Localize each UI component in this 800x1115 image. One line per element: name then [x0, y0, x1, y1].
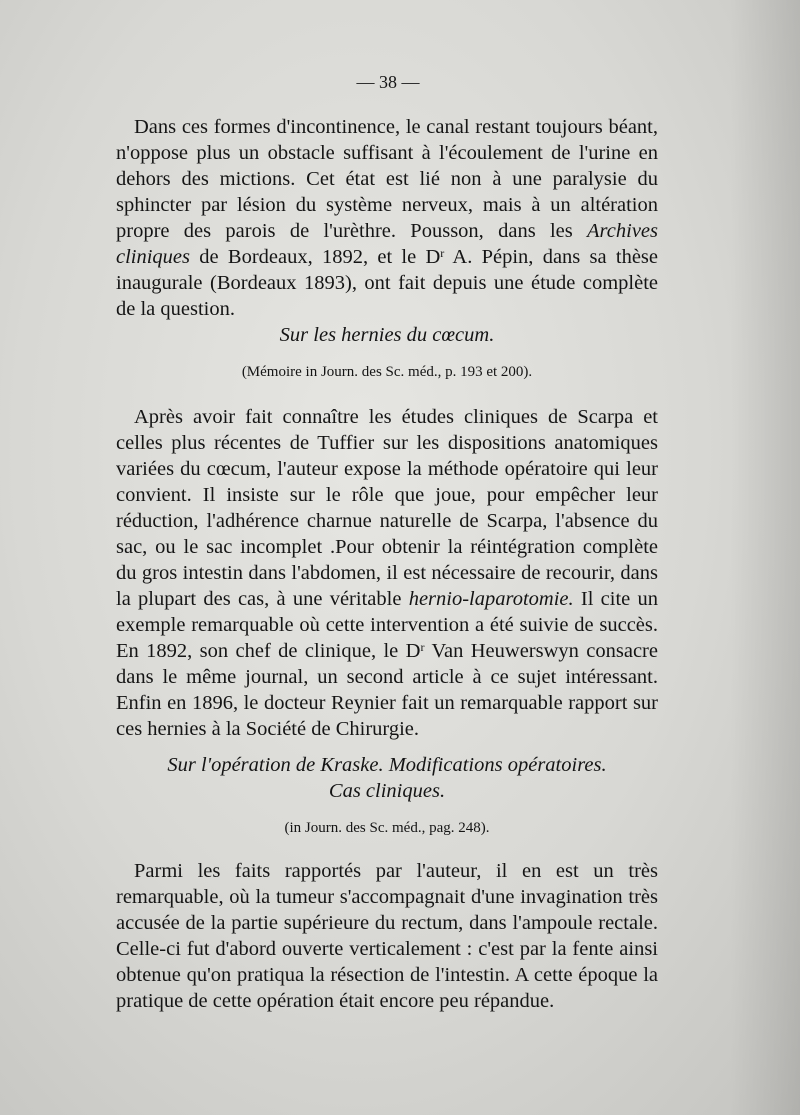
paragraph-text: Il cite un exemple remarquable où cette intervention a été suivie de succès. En 1892, son chef de clinique, le D — [116, 588, 659, 662]
paragraph-text: de Bordeaux, 1892, et le D — [199, 246, 441, 268]
section-reference: (in Journ. des Sc. méd., pag. 248). — [284, 820, 490, 836]
paragraph-text: Parmi les faits rapportés par l'auteur, il en est un très remarquable, où la tumeur s'accompagnait d'une invagination très accusée de la partie supérieure du rectum, dans l'ampoule rectale. Celle-ci fut d'abord ouverte verticalement : c'est par la fente ainsi obtenue qu'on pratiqua la résection de l'intestin. A cette époque la pratique de cette opération était encore peu répandue. — [116, 860, 658, 1012]
paragraph-text: Dans ces formes d'incontinence, le canal restant toujours béant, n'oppose plus un obstacle suffisant à l'écoulement de l'urine en dehors des mictions. Cet état est lié non à une paralysie du sphincter par lésion du système nerveux, mais à un altération propre des parois de l'urèthre. Pousson, dans les — [116, 116, 658, 242]
superscript: r — [420, 640, 425, 654]
page-number: — 38 — — [356, 72, 420, 92]
paragraph-text: Après avoir fait connaître les études cliniques de Scarpa et celles plus récentes de Tuffier sur les dispositions anatomiques variées du cœcum, l'auteur expose la méthode opératoire qui leur convient. Il insiste sur le rôle que joue, pour empêcher leur réduction, l'adhérence charnue naturelle de Scarpa, l'absence du sac, ou le sac incomplet .Pour obtenir la réintégration complète du gros intestin dans l'abdomen, il est nécessaire de recourir, dans la plupart des cas, à une véritable — [116, 406, 658, 610]
page-edge-shadow — [730, 0, 800, 1115]
paragraph-incontinence — [116, 114, 658, 322]
italic-title: Archives cliniques — [116, 220, 658, 268]
paragraph-text: Van Heuwerswyn consacre dans le même journal, un second article à ce sujet intéressant. Enfin en 1896, le docteur Reynier fait un remarquable rapport sur ces hernies à la Société de Chirurgie. — [116, 640, 658, 740]
section-heading-kraske — [116, 752, 658, 804]
heading-line: Sur l'opération de Kraske. Modifications opératoires. — [167, 754, 607, 776]
italic-term: hernio-laparotomie. — [408, 588, 574, 610]
section-reference: (Mémoire in Journ. des Sc. méd., p. 193 et 200). — [241, 364, 533, 380]
paragraph-kraske — [116, 858, 658, 1014]
heading-line: Cas cliniques. — [328, 780, 446, 802]
section-heading-hernies: Sur les hernies du cœcum. — [279, 324, 495, 346]
paragraph-text: A. Pépin, dans sa thèse inaugurale (Bordeaux 1893), ont fait depuis une étude complète de la question. — [116, 246, 658, 320]
paragraph-hernies — [116, 404, 658, 742]
superscript: r — [440, 246, 445, 260]
